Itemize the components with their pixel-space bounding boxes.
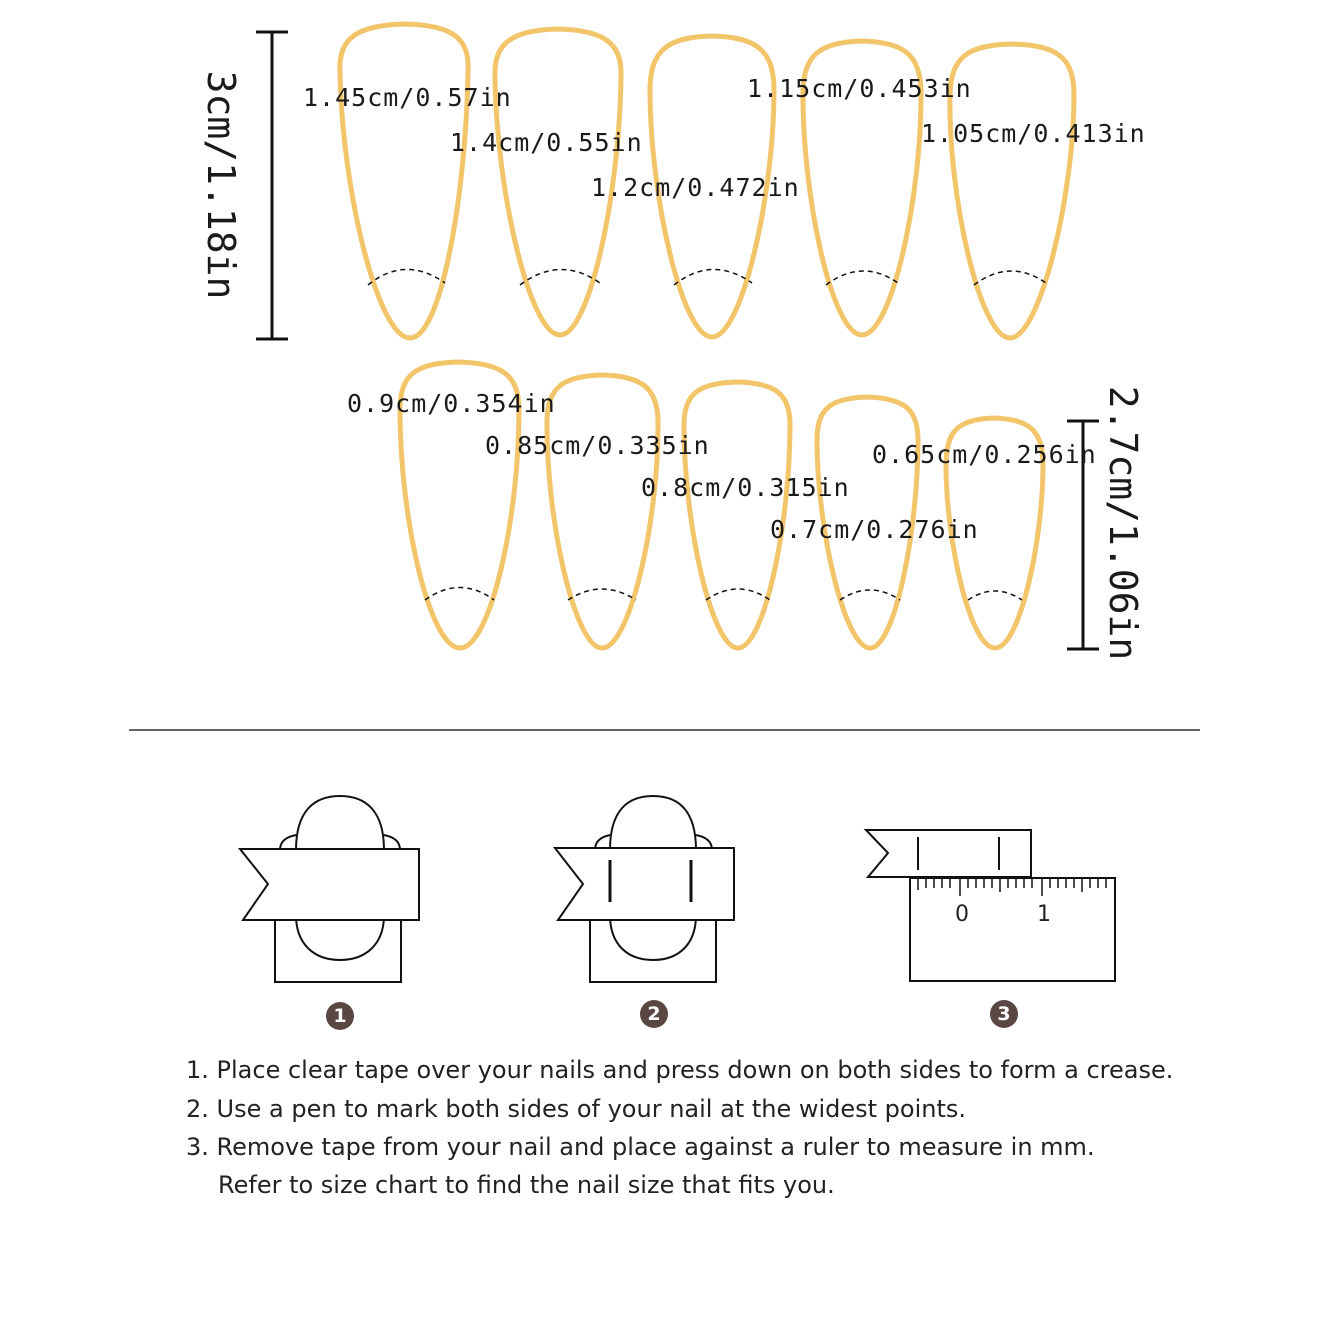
- step-3-badge: 3: [990, 1000, 1018, 1028]
- step3-illustration: [866, 830, 1115, 981]
- row1-size-label: 1.45cm/0.57in: [303, 83, 512, 112]
- step2-illustration: [555, 796, 734, 982]
- ruler: [910, 878, 1115, 981]
- row2-size-label: 0.7cm/0.276in: [770, 515, 979, 544]
- ruler-tick-0: 0: [955, 902, 969, 927]
- row1-size-label: 1.2cm/0.472in: [591, 173, 800, 202]
- row1-size-label: 1.15cm/0.453in: [747, 74, 972, 103]
- row1-height-bar: [256, 32, 288, 339]
- step-2-badge: 2: [640, 1000, 668, 1028]
- row2-size-label: 0.9cm/0.354in: [347, 389, 556, 418]
- row2-height-label: 2.7cm/1.06in: [1101, 385, 1145, 661]
- row1-height-label: 3cm/1.18in: [199, 70, 243, 300]
- ruler-tick-1: 1: [1037, 902, 1051, 927]
- row2-size-label: 0.65cm/0.256in: [872, 440, 1097, 469]
- nail-shape: [340, 24, 468, 338]
- measured-tape: [866, 830, 1031, 877]
- step1-illustration: [240, 796, 419, 982]
- row2-size-label: 0.85cm/0.335in: [485, 431, 710, 460]
- instruction-3: 3. Remove tape from your nail and place against a ruler to measure in mm.: [186, 1133, 1095, 1161]
- step-1-badge: 1: [326, 1002, 354, 1030]
- row2-size-label: 0.8cm/0.315in: [641, 473, 850, 502]
- instruction-3-note: Refer to size chart to find the nail size that fits you.: [218, 1171, 835, 1199]
- instruction-1: 1. Place clear tape over your nails and press down on both sides to form a crease.: [186, 1056, 1174, 1084]
- instruction-2: 2. Use a pen to mark both sides of your nail at the widest points.: [186, 1095, 967, 1123]
- row2-cuticle-lines: [425, 588, 1022, 601]
- row1-size-label: 1.05cm/0.413in: [921, 119, 1146, 148]
- row1-size-label: 1.4cm/0.55in: [450, 128, 643, 157]
- row1-cuticle-lines: [368, 269, 1046, 285]
- nail-shape: [547, 375, 658, 648]
